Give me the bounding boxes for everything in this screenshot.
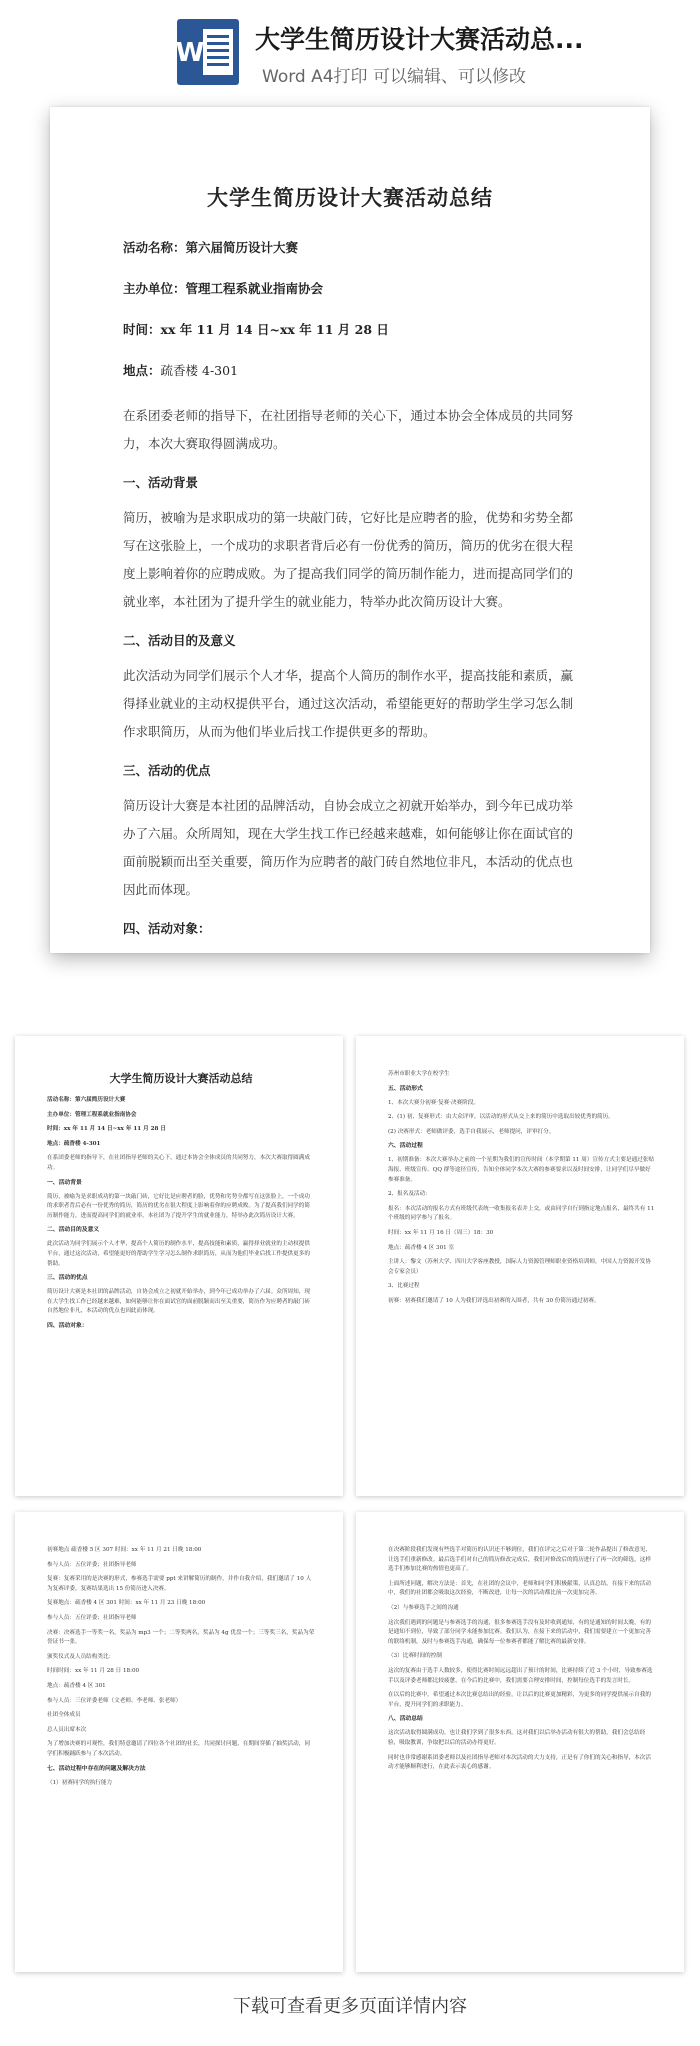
meta-label: 主办单位： — [123, 281, 186, 296]
thumbnail-page-1 — [15, 1036, 343, 1496]
thumbnail-line: 这次活动取得圆满成功，也让我们学到了很多东西，这对我们以后举办活动有很大的帮助，我们会总结经验，吸取教训，争取把以后的活动办得更好。 — [388, 1730, 646, 1746]
thumbnail-heading: 二、活动目的及意义 — [47, 1227, 100, 1234]
thumbnail-line: 报名：本次活动的报名方式有班级代表统一收集报名表并上交，或由同学自行到指定地点报名，最终共有 11 个班级的同学参与了报名。 — [388, 1205, 655, 1222]
thumbnail-body — [388, 1546, 656, 1773]
thumbnail-title: 大学生简历设计大赛活动总结 — [109, 1072, 253, 1085]
thumbnail-heading: 四、活动对象： — [47, 1322, 88, 1329]
thumbnail-line: 1、初期准备：本次大赛举办之前的一个星期为我们的宣传时间（本学期第 11 周）宣传方式主要是通过张贴海报、班级宣传、QQ 群等途径宣传，告知全体同学本次大赛的参赛要求以及时间安排，让同学们尽早做好参赛准备。 — [388, 1157, 654, 1183]
thumbnail-line: 上面所述问题，解决方法是：首先，在社团的会议中，老师和同学们积极献策，认真总结，在接下来的活动中，我们的社团都会吸取这次经验，不断改进，让每一次的活动都比前一次更加完善。 — [388, 1580, 651, 1597]
thumbnail-heading: 五、活动形式 — [388, 1085, 423, 1092]
thumbnail-line: (2) 决赛形式：老师做评委，选手自我展示，老师提问，评审打分。 — [388, 1128, 555, 1135]
thumbnail-line: 参与人员：五位评委；社团指导老师 — [47, 1561, 137, 1568]
thumbnail-line: 同时也非常感谢系团委老师以及社团指导老师对本次活动的大力支持，正是有了你们的关心和指导，本次活动才能够顺利进行，在此表示衷心的感谢。 — [388, 1754, 651, 1771]
thumbnail-line: 简历设计大赛是本社团的品牌活动，自协会成立之初就开始举办，到今年已成功举办了六届。众所周知，现在大学生找工作已经越来越难，如何能够让你在面试官的面前脱颖而出至关重要，简历作为应聘者的敲门砖自然地位非凡，本活动的优点也因此而体现。 — [47, 1289, 310, 1315]
thumbnail-line: （1）初赛同学的执行能力 — [47, 1779, 113, 1786]
thumbnail-line: 时间：xx 年 11 月 16 日（周三）18：30 — [388, 1229, 494, 1236]
section-paragraph: 此次活动为同学们展示个人才华，提高个人简历的制作水平，提高技能和素质，赢得择业就业的主动权提供平台，通过这次活动，希望能更好的帮助学生学习怎么制作求职简历，从而为他们毕业后找工作提供更多的帮助。 — [123, 668, 574, 739]
thumbnail-heading: 七、活动过程中存在的问题及解决方法 — [47, 1765, 146, 1772]
section-heading: 一、活动背景 — [123, 475, 199, 490]
thumbnail-line: 决赛：决赛选手一等奖一名，奖品为 mp3 一个；二等奖两名，奖品为 4g 优盘一个；三等奖三名，奖品为荣誉证书一张。 — [47, 1629, 315, 1646]
thumbnail-line: 主办单位：管理工程系就业指南协会 — [47, 1111, 137, 1118]
section-paragraph: 简历，被喻为是求职成功的第一块敲门砖，它好比是应聘者的脸，优势和劣势全都写在这张脸上，一个成功的求职者背后必有一份优秀的简历，简历的优劣在很大程度上影响着你的应聘成败。为了提高我们同学的简历制作能力，进而提高同学们的就业率，本社团为了提升学生的就业能力，特举办此次简历设计大赛。 — [123, 510, 574, 609]
thumbnail-line: 地点：疏香楼 4 区 301 室 — [388, 1244, 455, 1251]
thumbnail-line: 3、比赛过程 — [388, 1283, 420, 1290]
thumbnail-line: 1、本次大赛分初赛·复赛·决赛阶段。 — [388, 1099, 480, 1106]
document-subtitle: Word A4打印 可以编辑、可以修改 — [262, 67, 526, 87]
thumbnail-line: 在决赛阶段我们发现有些选手对简历的认识还不够到位，我们在评完之后对于第二轮作品提出了修改意见，让选手们重新修改。最后选手们对自己的简历修改完成后，我们对修改后的简历进行了再一次的筛选，这样选手们参加比赛的热情也更高了。 — [388, 1547, 651, 1573]
download-more-hint: 下载可查看更多页面详情内容 — [233, 1996, 467, 2017]
document-title: 大学生简历设计大赛活动总... — [255, 25, 584, 54]
thumbnail-line: 这次我们遇到的问题是与参赛选手的沟通，很多参赛选手没有及时收到通知，有的是通知的时间太晚，有的是通知不到位，导致了部分同学未能参加比赛。我们认为，在接下来的活动中，我们需要建立一个更加完善的联络机制，及时与参赛选手沟通，确保每一位参赛者都能了解比赛的最新安排。 — [388, 1619, 651, 1645]
thumbnail-line: 复赛：复赛采用的是决赛的形式，参赛选手需要 ppt 来讲解简历的制作，并作自我介绍，我们邀请了 10 人为复赛评委，复赛结果选出 15 份简历进入决赛。 — [47, 1576, 312, 1592]
word-letter: W — [175, 38, 205, 68]
word-document-icon — [173, 17, 243, 87]
thumbnail-line: 为了增加决赛的可观性，我们特意邀请了四位各个社团的社长，共同探讨问题，在期间穿插了抽奖活动，同学们积极踊跃参与了本次活动。 — [47, 1741, 310, 1757]
thumbnail-line: 时间时间：xx 年 11 月 28 日 18:00 — [47, 1668, 140, 1675]
thumbnail-heading: 三、活动的优点 — [47, 1275, 88, 1282]
thumbnail-line: 简历，被喻为是求职成功的第一块敲门砖，它好比是应聘者的脸，优势和劣势全都写在这张脸上，一个成功的求职者背后必有一份优秀的简历，简历的优劣在很大程度上影响着你的应聘成败。为了提高我们同学的简历制作能力，进而提高同学们的就业率，本社团为了提升学生的就业能力，特举办此次简历设计大赛。 — [47, 1193, 310, 1219]
thumbnail-line: 总人员出席本次 — [47, 1726, 87, 1733]
thumbnail-line: 复赛地点：疏香楼 4 区 301 时间：xx 年 11 月 23 日晚 18:00 — [47, 1600, 206, 1607]
thumbnail-line: 在系团委老师的指导下，在社团指导老师的关心下，通过本协会全体成员的共同努力，本次大赛取得圆满成功。 — [47, 1155, 310, 1171]
thumbnail-line: 参与人员：三位评委老师（文老师、李老师、张老师） — [47, 1697, 182, 1704]
thumbnail-heading: 八、活动总结 — [388, 1716, 423, 1723]
thumbnail-line: 参与人员：五位评委；社团指导老师 — [47, 1614, 137, 1621]
thumbnail-line: 主讲人：黎文（苏州大学、四川大学客座教授，国际人力资源管理师职业资格培训师，中国人力资源开发协会专家会员） — [388, 1259, 651, 1275]
thumbnail-line: 初赛：初赛我们邀请了 10 人为我们评选出初赛的入围者，共有 30 份简历通过初赛。 — [388, 1297, 600, 1304]
section-paragraph: 简历设计大赛是本社团的品牌活动，自协会成立之初就开始举办，到今年已成功举办了六届。众所周知，现在大学生找工作已经越来越难，如何能够让你在面试官的面前脱颖而出至关重要，简历作为应聘者的敲门砖自然地位非凡，本活动的优点也因此而体现。 — [123, 798, 574, 897]
thumbnail-page-2 — [356, 1036, 684, 1496]
meta-time — [123, 320, 577, 340]
thumbnail-line: 活动名称：第六届简历设计大赛 — [47, 1097, 126, 1103]
meta-label: 地点： — [123, 363, 161, 378]
meta-value: 第六届简历设计大赛 — [185, 240, 299, 255]
thumbnail-line: 2、报名及活动： — [388, 1191, 431, 1198]
section-heading: 二、活动目的及意义 — [123, 633, 236, 648]
thumbnail-line: （3）比赛时间的控制 — [388, 1653, 442, 1660]
section-heading: 四、活动对象： — [123, 921, 211, 936]
thumbnail-body — [47, 1096, 315, 1331]
meta-activity-name — [123, 238, 577, 258]
thumbnail-line: 时间：xx 年 11 月 14 日~xx 年 11 月 28 日 — [47, 1126, 166, 1133]
thumbnail-line: 初赛地点 疏香楼 5 区 307 时间：xx 年 11 月 21 日晚 18:00 — [47, 1547, 202, 1553]
thumbnail-page-4 — [356, 1512, 684, 1972]
thumbnail-line: 在以后的比赛中，希望通过本次比赛总结出的经验，让以后的比赛更加精彩，为更多的同学提供展示自我的平台，提升同学们的求职能力。 — [388, 1692, 651, 1708]
meta-organizer — [123, 279, 577, 299]
thumbnail-heading: 一、活动背景 — [47, 1179, 82, 1186]
thumbnail-line: 此次活动为同学们展示个人才华，提高个人简历的制作水平，提高技能和素质，赢得择业就业的主动权提供平台，通过这次活动，希望能更好的帮助学生学习怎么制作求职简历，从而为他们毕业后找工作提供更多的帮助。 — [47, 1241, 310, 1267]
thumbnail-line: 2、(1) 初、复赛形式：由大众评审，以活动的形式从交上来的简历中选取出较优秀的简历。 — [388, 1114, 614, 1121]
thumbnail-line: 地点：疏香楼 4-301 — [47, 1140, 101, 1147]
meta-label: 活动名称： — [123, 240, 186, 255]
meta-value: xx 年 11 月 14 日~xx 年 11 月 28 日 — [160, 322, 389, 337]
section-heading: 三、活动的优点 — [123, 763, 211, 778]
thumbnail-body — [47, 1546, 315, 1788]
page-title: 大学生简历设计大赛活动总结 — [207, 185, 493, 210]
thumbnail-line: 颁奖仪式及人员结构类比： — [47, 1653, 115, 1660]
intro-paragraph: 在系团委老师的指导下，在社团指导老师的关心下，通过本协会全体成员的共同努力，本次大赛取得圆满成功。 — [123, 408, 574, 451]
main-preview-page — [50, 107, 650, 953]
meta-value: 管理工程系就业指南协会 — [185, 281, 324, 296]
thumbnail-line: 苏州市职业大学在校学生 — [388, 1071, 450, 1077]
thumbnail-line: 社团全体成员 — [47, 1712, 81, 1719]
thumbnail-line: （2）与参赛选手之间的沟通 — [388, 1604, 459, 1611]
thumbnail-page-3 — [15, 1512, 343, 1972]
thumbnail-line: 地点：疏香楼 4 区 301 — [47, 1682, 106, 1689]
meta-value: 疏香楼 4-301 — [160, 363, 239, 378]
thumbnail-body — [388, 1070, 656, 1307]
meta-location — [123, 361, 577, 381]
document-header — [0, 0, 700, 96]
meta-label: 时间： — [123, 322, 161, 337]
thumbnail-heading: 六、活动过程 — [388, 1143, 423, 1150]
thumbnail-line: 这次的复赛由于选手人数较多，使得比赛时间远远超出了预计的时间，比赛持续了近 3 个小时，导致参赛选手以及评委老师都比较疲惫，在今后的比赛中，我们需要合理安排时间，控制每位选手的发言时长。 — [388, 1667, 653, 1684]
